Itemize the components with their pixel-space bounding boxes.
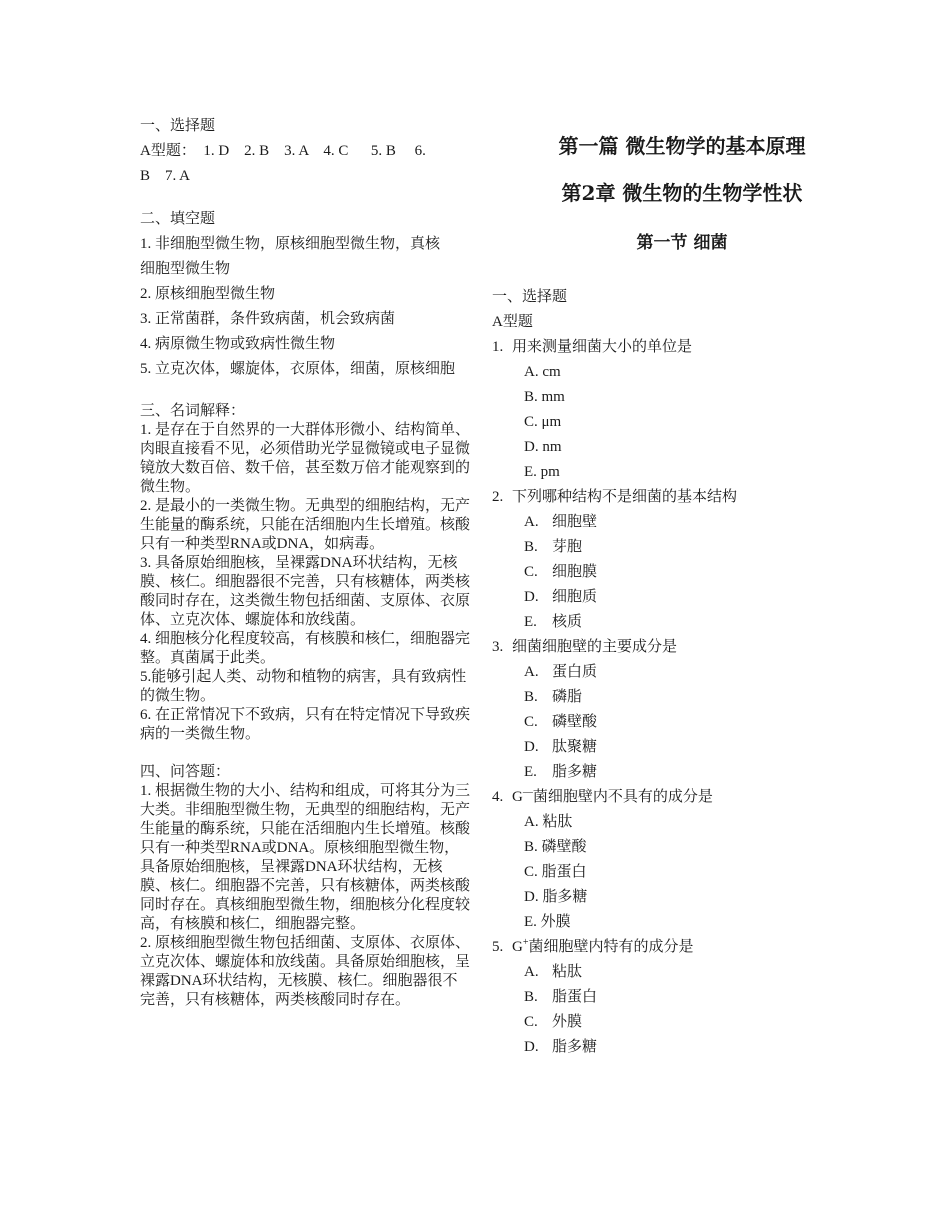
question-stem <box>492 485 812 510</box>
option-text: 外膜 <box>552 1014 583 1030</box>
answer-option <box>492 760 812 785</box>
option-text: 芽胞 <box>552 539 583 555</box>
answer-option <box>492 560 812 585</box>
option-text: 脂蛋白 <box>552 989 598 1005</box>
gram-sign: — <box>522 787 533 798</box>
chapter-title: 第2章 微生物的生物学性状 <box>561 181 803 205</box>
question-number: 4. <box>492 789 504 805</box>
answer-option <box>492 610 812 635</box>
answer-option: E. 外膜 <box>524 914 571 930</box>
fill-answer: 3. 正常菌群，条件致病菌，机会致病菌 <box>140 311 396 327</box>
option-text: 细胞膜 <box>552 564 598 580</box>
answer-option <box>492 685 812 710</box>
option-text: 粘肽 <box>552 964 583 980</box>
fill-answer: 1. 非细胞型微生物，原核细胞型微生物，真核 <box>140 236 441 252</box>
question-column <box>492 134 812 1060</box>
term-definitions <box>140 402 470 1010</box>
option-letter: E. <box>524 614 537 630</box>
answer-option <box>492 735 812 760</box>
question-text: 细菌细胞壁的主要成分是 <box>512 639 678 655</box>
answer-option <box>492 1010 812 1035</box>
option-text: 肽聚糖 <box>552 739 598 755</box>
option-letter: A. <box>524 664 539 680</box>
answer-option: B. 磷壁酸 <box>524 839 587 855</box>
qa-answer: 2. 原核细胞型微生物包括细菌、支原体、衣原体、立克次体、螺旋体和放线菌。具备原始细胞核，呈裸露DNA环状结构，无核膜、核仁。细胞器很不完善，只有核糖体，两类核酸同时存在。 <box>140 935 471 1008</box>
answer-option: A. 粘肽 <box>524 814 573 830</box>
term-definition: 1. 是存在于自然界的一大群体形微小、结构简单、肉眼直接看不见，必须借助光学显微镜或电子显微镜放大数百倍、数千倍，甚至数万倍才能观察到的微生物。 <box>140 422 471 495</box>
option-letter: E. <box>524 764 537 780</box>
answer-option <box>492 535 812 560</box>
option-letter: B. <box>524 989 538 1005</box>
part-title: 第一篇 微生物学的基本原理 <box>558 134 806 158</box>
fill-answer: 5. 立克次体，螺旋体，衣原体，细菌，原核细胞 <box>140 361 456 377</box>
option-letter: D. <box>524 1039 539 1055</box>
option-letter: C. <box>524 714 538 730</box>
question-text: 用来测量细菌大小的单位是 <box>512 339 693 355</box>
section-title: 第一节 细菌 <box>636 233 728 253</box>
option-letter: B. <box>524 539 538 555</box>
question-stem <box>492 335 812 360</box>
section-heading-qa: 四、问答题： <box>140 764 231 780</box>
choice-answers-line: A型题： 1. D 2. B 3. A 4. C 5. B 6. <box>140 143 426 159</box>
question-text: 下列哪种结构不是细菌的基本结构 <box>512 489 738 505</box>
question-number: 1. <box>492 339 504 355</box>
question-text: 菌细胞壁内特有的成分是 <box>528 939 694 955</box>
option-text: 细胞壁 <box>552 514 598 530</box>
answer-key-column <box>140 114 470 1010</box>
option-letter: A. <box>524 964 539 980</box>
section-heading-choice: 一、选择题 <box>492 289 568 305</box>
section-heading-choice: 一、选择题 <box>140 118 216 134</box>
option-text: 磷脂 <box>552 689 583 705</box>
fill-answer: 2. 原核细胞型微生物 <box>140 286 276 302</box>
term-definition: 6. 在正常情况下不致病，只有在特定情况下导致疾病的一类微生物。 <box>140 707 471 742</box>
option-letter: A. <box>524 514 539 530</box>
choice-answers-line: B 7. A <box>140 168 191 184</box>
term-definition: 3. 具备原始细胞核，呈裸露DNA环状结构，无核膜、核仁。细胞器很不完善，只有核糖体，两类核酸同时存在，这类微生物包括细菌、支原体、衣原体、立克次体、螺旋体和放线菌。 <box>140 555 471 628</box>
qa-answer: 1. 根据微生物的大小、结构和组成，可将其分为三大类。非细胞型微生物，无典型的细胞结构，无产生能量的酶系统，只能在活细胞内生长增殖。核酸只有一种类型RNA或DNA。原核细胞型微生物，具备原始细胞核，呈裸露DNA环状结构，无核膜、核仁。细胞器不完善，只有核糖体，两类核酸同时存在。真核细胞型微生物，细胞核分化程度较高，有核膜和核仁，细胞器完整。 <box>140 783 471 932</box>
gram-sign: + <box>522 937 529 948</box>
answer-option: D. nm <box>524 439 562 455</box>
gram-prefix: G <box>512 939 523 955</box>
question-number: 5. <box>492 939 504 955</box>
answer-option <box>492 710 812 735</box>
answer-option: D. 脂多糖 <box>524 889 588 905</box>
answer-option: C. μm <box>524 414 562 430</box>
option-text: 脂多糖 <box>552 1039 598 1055</box>
answer-option <box>492 985 812 1010</box>
answer-option <box>492 585 812 610</box>
section-heading-fill: 二、填空题 <box>140 211 216 227</box>
option-text: 蛋白质 <box>552 664 598 680</box>
option-letter: D. <box>524 739 539 755</box>
option-letter: B. <box>524 689 538 705</box>
option-text: 细胞质 <box>552 589 598 605</box>
answer-option: B. mm <box>524 389 565 405</box>
question-text: 菌细胞壁内不具有的成分是 <box>532 789 713 805</box>
section-heading-terms: 三、名词解释： <box>140 403 246 419</box>
term-definition: 5.能够引起人类、动物和植物的病害，具有致病性的微生物。 <box>140 669 467 704</box>
question-number: 2. <box>492 489 504 505</box>
fill-answer: 4. 病原微生物或致病性微生物 <box>140 336 336 352</box>
option-letter: D. <box>524 589 539 605</box>
option-text: 磷壁酸 <box>552 714 598 730</box>
answer-option <box>492 960 812 985</box>
question-stem <box>492 935 812 960</box>
answer-option: A. cm <box>524 364 561 380</box>
term-definition: 4. 细胞核分化程度较高，有核膜和核仁，细胞器完整。真菌属于此类。 <box>140 631 471 666</box>
answer-option <box>492 660 812 685</box>
answer-option <box>492 1035 812 1060</box>
question-stem <box>492 635 812 660</box>
fill-answer: 细胞型微生物 <box>140 261 231 277</box>
term-definition: 2. 是最小的一类微生物。无典型的细胞结构，无产生能量的酶系统，只能在活细胞内生长增殖。核酸只有一种类型RNA或DNA，如病毒。 <box>140 498 471 552</box>
question-type: A型题 <box>492 314 533 330</box>
answer-option: C. 脂蛋白 <box>524 864 587 880</box>
option-text: 核质 <box>552 614 583 630</box>
question-number: 3. <box>492 639 504 655</box>
answer-option <box>492 510 812 535</box>
answer-option: E. pm <box>524 464 560 480</box>
option-text: 脂多糖 <box>552 764 598 780</box>
question-stem <box>492 785 812 810</box>
option-letter: C. <box>524 1014 538 1030</box>
gram-prefix: G <box>512 789 523 805</box>
option-letter: C. <box>524 564 538 580</box>
